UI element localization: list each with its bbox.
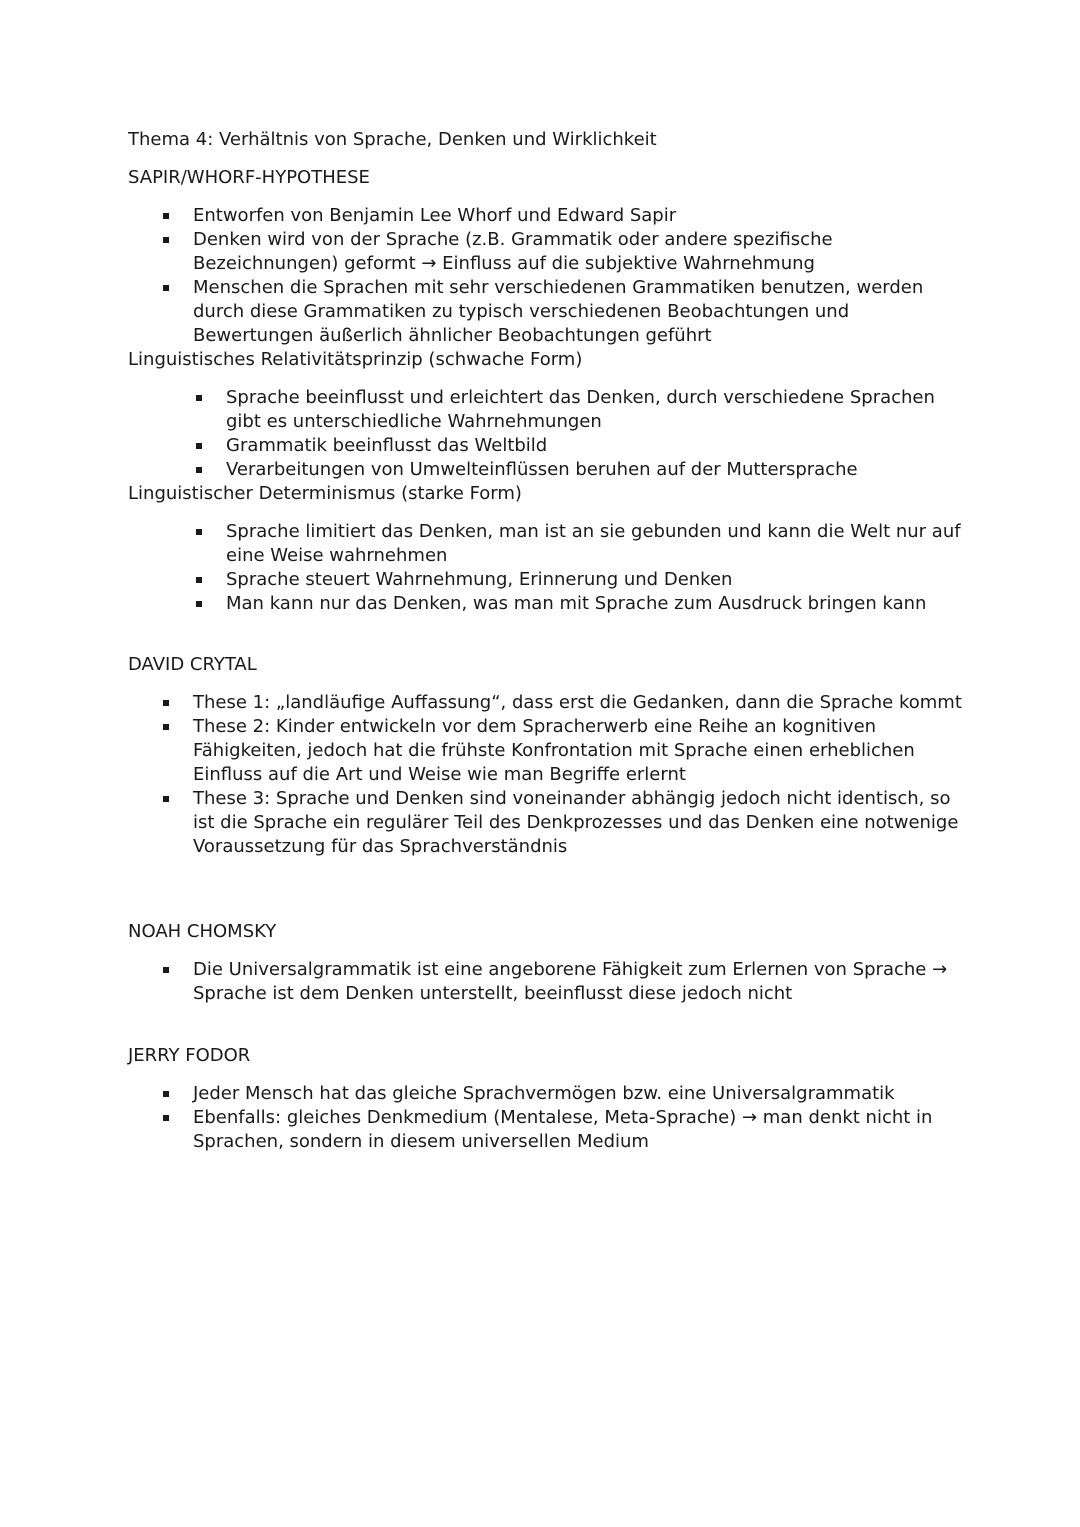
list-item: Entworfen von Benjamin Lee Whorf und Edward Sapir xyxy=(193,204,963,228)
square-bullet-icon xyxy=(196,577,202,583)
square-bullet-icon xyxy=(163,967,169,973)
list-item: Man kann nur das Denken, was man mit Sprache zum Ausdruck bringen kann xyxy=(226,592,966,616)
crystal-list xyxy=(193,691,963,859)
section-heading-sapir-whorf: SAPIR/WHORF-HYPOTHESE xyxy=(128,167,370,188)
list-item: Verarbeitungen von Umwelteinflüssen beruhen auf der Muttersprache xyxy=(226,458,966,482)
square-bullet-icon xyxy=(163,700,169,706)
list-item: Jeder Mensch hat das gleiche Sprachvermögen bzw. eine Universalgrammatik xyxy=(193,1082,963,1106)
square-bullet-icon xyxy=(163,1091,169,1097)
square-bullet-icon xyxy=(163,724,169,730)
square-bullet-icon xyxy=(163,285,169,291)
section-heading-crystal: DAVID CRYTAL xyxy=(128,654,257,675)
section-heading-chomsky: NOAH CHOMSKY xyxy=(128,921,277,942)
weak-form-list xyxy=(226,386,966,482)
subheading-strong-form: Linguistischer Determinismus (starke Form) xyxy=(128,483,522,504)
square-bullet-icon xyxy=(196,601,202,607)
list-item: Grammatik beeinflusst das Weltbild xyxy=(226,434,966,458)
chomsky-list xyxy=(193,958,963,1006)
subheading-weak-form: Linguistisches Relativitätsprinzip (schwache Form) xyxy=(128,349,583,370)
square-bullet-icon xyxy=(196,467,202,473)
fodor-list xyxy=(193,1082,963,1154)
list-item: Sprache steuert Wahrnehmung, Erinnerung und Denken xyxy=(226,568,966,592)
list-item: These 2: Kinder entwickeln vor dem Spracherwerb eine Reihe an kognitiven Fähigkeiten, jedoch hat die frühste Konfrontation mit Sprache einen erheblichen Einfluss auf die Art und Weise wie man Begriffe erlernt xyxy=(193,715,963,787)
square-bullet-icon xyxy=(196,443,202,449)
list-item: Die Universalgrammatik ist eine angeborene Fähigkeit zum Erlernen von Sprache → Sprache ist dem Denken unterstellt, beeinflusst diese jedoch nicht xyxy=(193,958,963,1006)
list-item: These 1: „landläufige Auffassung“, dass erst die Gedanken, dann die Sprache kommt xyxy=(193,691,963,715)
square-bullet-icon xyxy=(163,213,169,219)
list-item: Denken wird von der Sprache (z.B. Grammatik oder andere spezifische Bezeichnungen) geformt → Einfluss auf die subjektive Wahrnehmung xyxy=(193,228,963,276)
list-item: Menschen die Sprachen mit sehr verschiedenen Grammatiken benutzen, werden durch diese Grammatiken zu typisch verschiedenen Beobachtungen und Bewertungen äußerlich ähnlicher Beobachtungen geführt xyxy=(193,276,963,348)
square-bullet-icon xyxy=(163,796,169,802)
square-bullet-icon xyxy=(163,1115,169,1121)
section-heading-fodor: JERRY FODOR xyxy=(128,1045,251,1066)
square-bullet-icon xyxy=(163,237,169,243)
square-bullet-icon xyxy=(196,529,202,535)
list-item: These 3: Sprache und Denken sind voneinander abhängig jedoch nicht identisch, so ist die Sprache ein regulärer Teil des Denkprozesses und das Denken eine notwenige Voraussetzung für das Sprachverständnis xyxy=(193,787,963,859)
strong-form-list xyxy=(226,520,966,616)
sapir-whorf-list xyxy=(193,204,963,348)
square-bullet-icon xyxy=(196,395,202,401)
list-item: Sprache limitiert das Denken, man ist an sie gebunden und kann die Welt nur auf eine Weise wahrnehmen xyxy=(226,520,966,568)
list-item: Ebenfalls: gleiches Denkmedium (Mentalese, Meta-Sprache) → man denkt nicht in Sprachen, sondern in diesem universellen Medium xyxy=(193,1106,963,1154)
list-item: Sprache beeinflusst und erleichtert das Denken, durch verschiedene Sprachen gibt es unterschiedliche Wahrnehmungen xyxy=(226,386,966,434)
page-title: Thema 4: Verhältnis von Sprache, Denken und Wirklichkeit xyxy=(128,129,657,150)
